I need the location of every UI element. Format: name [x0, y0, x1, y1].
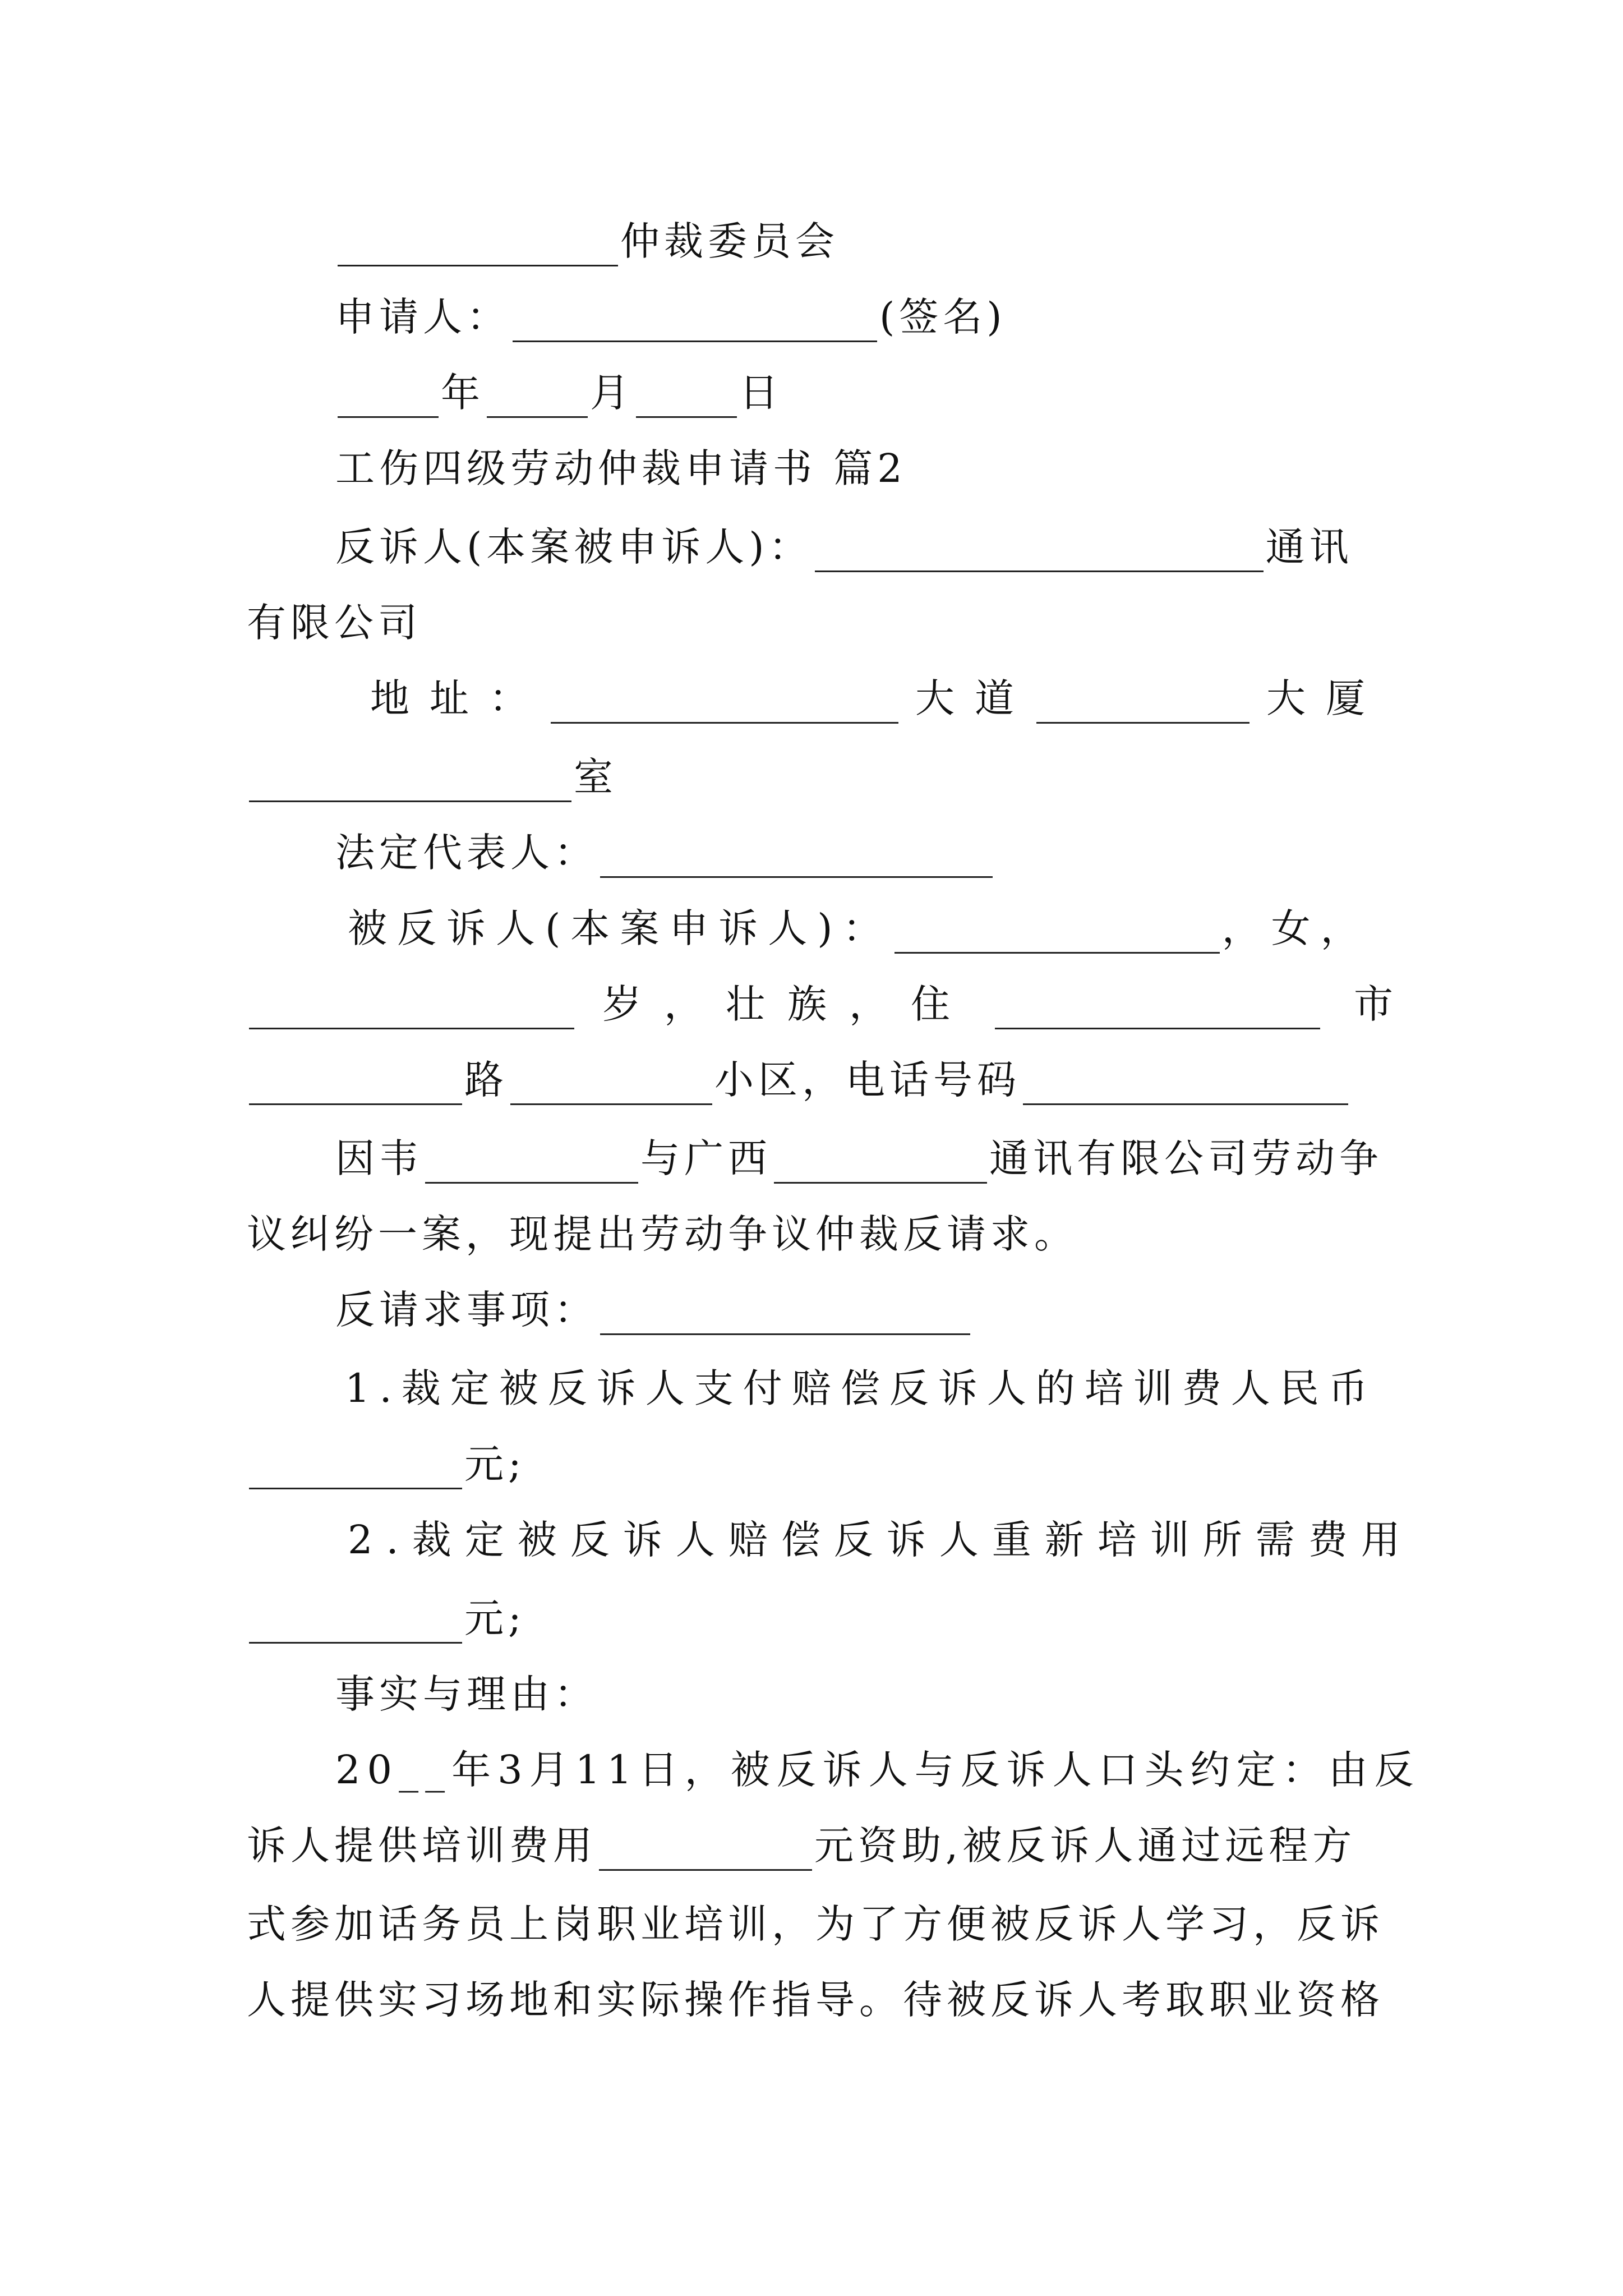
address-blank-1 [551, 687, 898, 724]
dispute-line-1 [335, 1133, 1383, 1184]
committee-name-blank [338, 230, 618, 266]
respondent-name-blank [895, 917, 1220, 954]
claim-1-unit: 元; [464, 1441, 526, 1487]
respondent-community-blank [510, 1069, 712, 1105]
dispute-blank-2 [774, 1147, 987, 1184]
facts-amount-blank [599, 1834, 812, 1871]
facts-line-4: 人提供实习场地和实际操作指导。待被反诉人考取职业资格 [247, 1977, 1384, 2023]
facts-line-2b: 元资助,被反诉人通过远程方 [814, 1823, 1357, 1869]
address-room: 室 [574, 754, 617, 800]
applicant-label: 申请人： [335, 294, 510, 340]
claim-1-blank [249, 1453, 462, 1489]
dispute-blank-1 [425, 1147, 638, 1184]
address-road: 大道 [915, 675, 1034, 721]
date-line [335, 367, 783, 418]
counter-claimant-label: 反诉人(本案被申诉人)： [335, 524, 813, 570]
counter-claimant-line [335, 522, 1353, 572]
dispute-suffix: 通讯有限公司劳动争 [989, 1135, 1383, 1181]
year-blank [338, 381, 439, 418]
claim-2-blank [249, 1607, 462, 1644]
claim-1-text: 1.裁定被反诉人支付赔偿反诉人的培训费人民币 [345, 1365, 1377, 1411]
facts-line-1: 20__年3月11日，被反诉人与反诉人口头约定：由反 [335, 1747, 1421, 1793]
respondent-city-blank [995, 993, 1320, 1029]
address-room-line [247, 752, 617, 802]
respondent-line [348, 903, 1370, 954]
respondent-city: 市 [1354, 981, 1415, 1027]
counter-claimant-blank [815, 536, 1264, 572]
address-line [370, 673, 1385, 724]
facts-line-2 [247, 1820, 1356, 1871]
address-room-blank [249, 766, 571, 802]
facts-line-2a: 诉人提供培训费用 [247, 1823, 597, 1869]
address-label: 地址： [370, 675, 548, 721]
date-day: 日 [739, 370, 783, 416]
dispute-line-2: 议纠纷一案，现提出劳动争议仲裁反请求。 [247, 1211, 1078, 1257]
applicant-blank [513, 306, 877, 342]
committee-line [335, 216, 839, 266]
counter-claimant-company: 有限公司 [247, 600, 422, 646]
respondent-road: 路 [464, 1057, 508, 1103]
applicant-line [335, 292, 1007, 342]
claim-2-unit: 元; [464, 1595, 526, 1641]
respondent-age-line [247, 979, 1415, 1029]
date-year: 年 [441, 370, 485, 416]
dispute-prefix: 因韦 [335, 1135, 423, 1181]
legal-rep-label: 法定代表人： [335, 830, 598, 876]
respondent-gender: ，女， [1221, 905, 1370, 951]
address-building: 大厦 [1266, 675, 1385, 721]
dispute-middle: 与广西 [640, 1135, 772, 1181]
facts-line-3: 式参加话务员上岗职业培训，为了方便被反诉人学习，反诉 [247, 1901, 1384, 1947]
legal-rep-blank [600, 841, 993, 878]
date-month: 月 [590, 370, 634, 416]
signature-note: (签名) [879, 294, 1007, 340]
claims-line [335, 1285, 972, 1335]
claims-blank [600, 1299, 970, 1335]
section-title: 工伤四级劳动仲裁申请书 篇2 [335, 445, 907, 491]
day-blank [636, 381, 737, 418]
claim-1-amount-line [247, 1439, 526, 1489]
month-blank [487, 381, 588, 418]
claim-2-amount-line [247, 1593, 526, 1644]
respondent-address-line [247, 1055, 1350, 1105]
legal-rep-line [335, 827, 995, 878]
counter-claimant-suffix: 通讯 [1265, 524, 1353, 570]
committee-suffix: 仲裁委员会 [620, 218, 839, 264]
respondent-phone-blank [1023, 1069, 1348, 1105]
respondent-age: 岁，壮族，住 [602, 981, 972, 1027]
address-blank-2 [1036, 687, 1249, 724]
respondent-label: 被反诉人(本案申诉人)： [348, 905, 892, 951]
respondent-community: 小区，电话号码 [714, 1057, 1021, 1103]
claims-label: 反请求事项： [335, 1287, 598, 1333]
respondent-road-blank [249, 1069, 462, 1105]
respondent-age-blank [249, 993, 574, 1029]
facts-label: 事实与理由： [335, 1671, 598, 1717]
claim-2-text: 2.裁定被反诉人赔偿反诉人重新培训所需费用 [348, 1517, 1414, 1563]
